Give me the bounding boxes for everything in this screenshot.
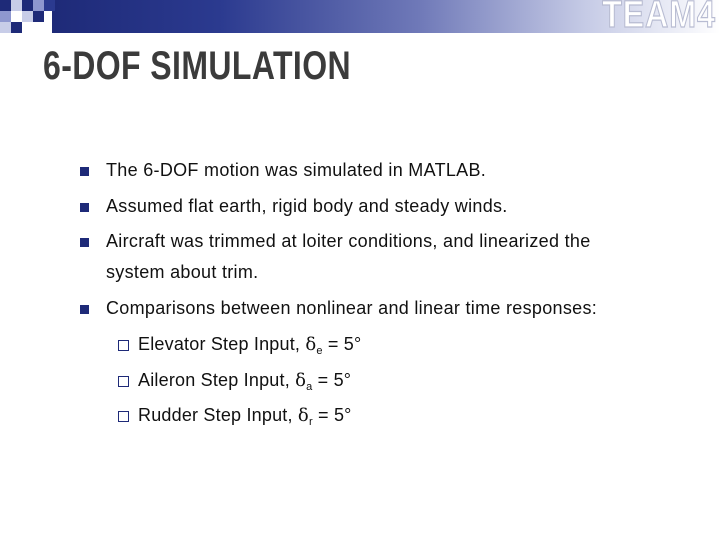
bullet-square-icon — [80, 238, 89, 247]
bullet-square-icon — [80, 167, 89, 176]
sub-bullet-text: Rudder Step Input, $\delta_r = 5^\circ$ — [138, 405, 352, 428]
team-label: TEAM4 — [602, 0, 716, 36]
bullet-text: Comparisons between nonlinear and linear time responses: — [106, 298, 598, 318]
bullet-text: Aircraft was trimmed at loiter conditions, and linearized the — [106, 231, 591, 251]
bullet-square-icon — [80, 203, 89, 212]
sub-bullet-box-icon — [118, 376, 129, 387]
bullet-text: Assumed flat earth, rigid body and steady winds. — [106, 196, 508, 216]
sub-bullet-text: Aileron Step Input, $\delta_a = 5^\circ$ — [138, 370, 352, 393]
bullet-square-icon — [80, 305, 89, 314]
bullet-text: The 6-DOF motion was simulated in MATLAB. — [106, 160, 487, 180]
checker-logo-icon — [0, 0, 60, 40]
slide-title: 6-DOF SIMULATION — [43, 44, 352, 88]
sub-bullet-box-icon — [118, 340, 129, 351]
bullet-text-continuation: system about trim. — [106, 262, 259, 282]
sub-bullet-box-icon — [118, 411, 129, 422]
sub-bullet-text: Elevator Step Input, $\delta_e = 5^\circ$ — [138, 334, 362, 357]
